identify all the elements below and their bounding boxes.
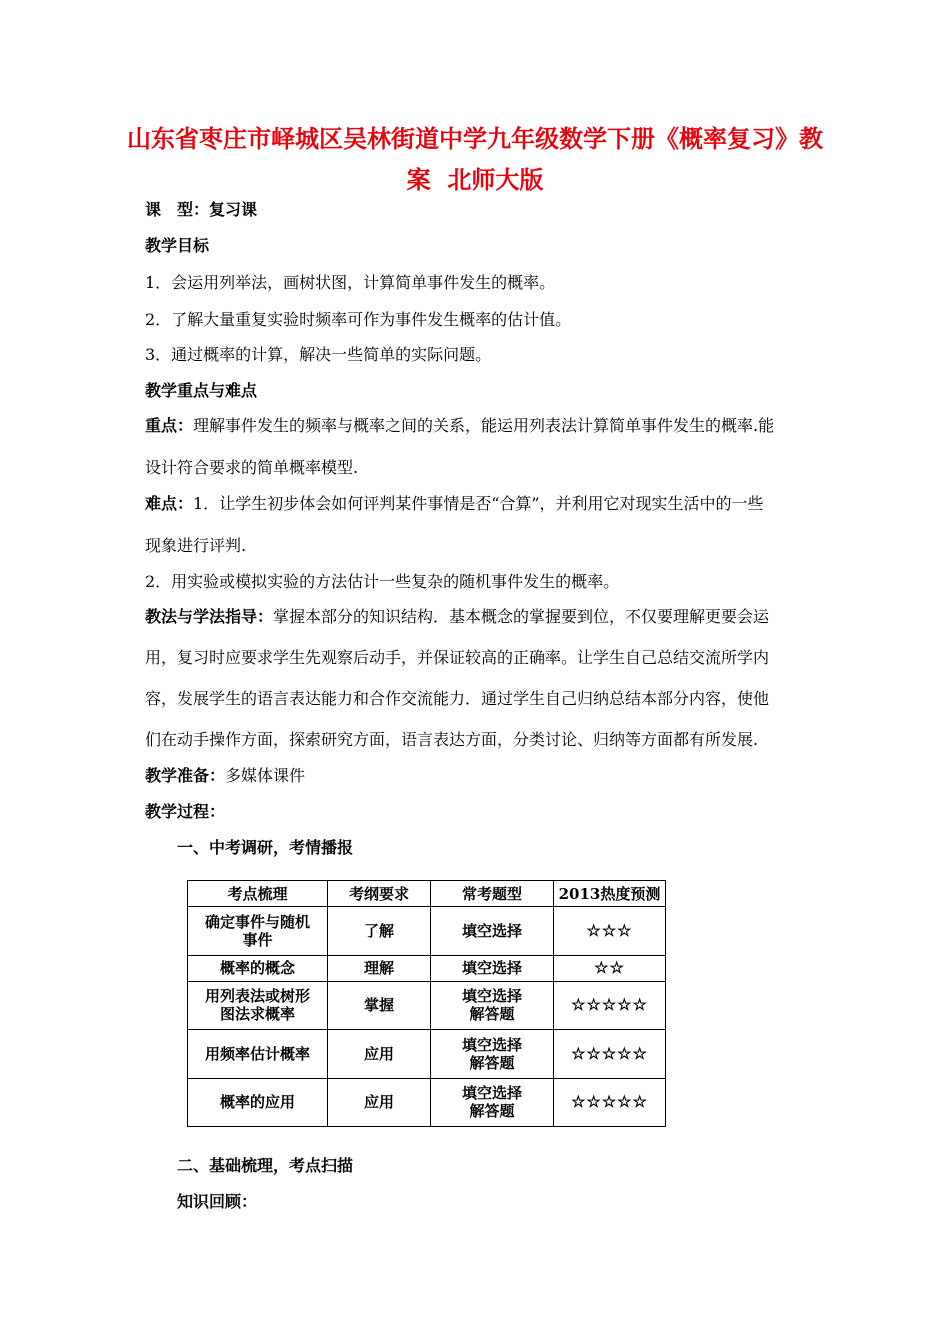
heat-stars-cell: ☆☆ xyxy=(554,955,666,981)
objective-item: 2．了解大量重复实验时频率可作为事件发生概率的估计值。 xyxy=(145,310,572,329)
question-type-cell: 填空选择 xyxy=(431,907,554,955)
course-type-value: 复习课 xyxy=(209,200,258,219)
course-type-label: 课 型： xyxy=(145,200,210,219)
method-paragraph xyxy=(145,607,769,627)
preparation-label: 教学准备： xyxy=(145,766,226,785)
difficulty-label: 难点： xyxy=(145,494,194,513)
difficulty-paragraph xyxy=(145,494,764,514)
requirement-cell: 了解 xyxy=(328,907,431,955)
course-type xyxy=(145,200,257,220)
topic-cell: 概率的应用 xyxy=(188,1078,328,1126)
heat-stars-cell: ☆☆☆☆☆ xyxy=(554,1030,666,1078)
topic-cell: 确定事件与随机 事件 xyxy=(188,907,328,955)
difficulty-item-2: 2．用实验或模拟实验的方法估计一些复杂的随机事件发生的概率。 xyxy=(145,572,620,591)
table-row xyxy=(188,981,666,1029)
requirement-cell: 应用 xyxy=(328,1030,431,1078)
title-line-1: 山东省枣庄市峄城区吴林街道中学九年级数学下册《概率复习》教 xyxy=(127,124,823,153)
focus-label: 重点： xyxy=(145,416,194,435)
table-header-cell: 2013热度预测 xyxy=(554,881,666,907)
knowledge-recall-heading: 知识回顾： xyxy=(177,1192,258,1211)
difficulty-text: 1．让学生初步体会如何评判某件事情是否“合算”，并利用它对现实生活中的一些 xyxy=(193,494,764,513)
requirement-cell: 掌握 xyxy=(328,981,431,1029)
process-heading: 教学过程： xyxy=(145,802,226,821)
table-row xyxy=(188,955,666,981)
table-row xyxy=(188,1030,666,1078)
method-text-cont: 用，复习时应要求学生先观察后动手，并保证较高的正确率。让学生自己总结交流所学内 xyxy=(145,648,770,667)
preparation xyxy=(145,766,305,786)
table-row xyxy=(188,907,666,955)
table-header-row xyxy=(188,881,666,907)
difficulty-text-cont: 现象进行评判. xyxy=(145,536,247,555)
requirement-cell: 理解 xyxy=(328,955,431,981)
objectives-heading: 教学目标 xyxy=(145,236,210,255)
question-type-cell: 填空选择 解答题 xyxy=(431,981,554,1029)
heat-stars-cell: ☆☆☆☆☆ xyxy=(554,1078,666,1126)
method-text-cont: 们在动手操作方面，探索研究方面，语言表达方面，分类讨论、归纳等方面都有所发展. xyxy=(145,730,759,749)
preparation-value: 多媒体课件 xyxy=(225,766,306,785)
heat-stars-cell: ☆☆☆ xyxy=(554,907,666,955)
question-type-cell: 填空选择 解答题 xyxy=(431,1030,554,1078)
table-row xyxy=(188,1078,666,1126)
objective-item: 1．会运用列举法，画树状图，计算简单事件发生的概率。 xyxy=(145,273,556,292)
focus-paragraph xyxy=(145,416,774,436)
title-line-2: 案 北师大版 xyxy=(406,165,544,194)
requirement-cell: 应用 xyxy=(328,1078,431,1126)
focus-text-cont: 设计符合要求的简单概率模型. xyxy=(145,458,359,477)
section-heading-1: 一、中考调研，考情播报 xyxy=(177,838,354,857)
question-type-cell: 填空选择 xyxy=(431,955,554,981)
focus-text: 理解事件发生的频率与概率之间的关系，能运用列表法计算简单事件发生的概率.能 xyxy=(193,416,775,435)
exam-points-table xyxy=(187,880,666,1127)
topic-cell: 用列表法或树形 图法求概率 xyxy=(188,981,328,1029)
question-type-cell: 填空选择 解答题 xyxy=(431,1078,554,1126)
objective-item: 3．通过概率的计算，解决一些简单的实际问题。 xyxy=(145,345,492,364)
topic-cell: 概率的概念 xyxy=(188,955,328,981)
table-header-cell: 考纲要求 xyxy=(328,881,431,907)
method-label: 教法与学法指导： xyxy=(145,607,274,626)
key-points-heading: 教学重点与难点 xyxy=(145,381,258,400)
topic-cell: 用频率估计概率 xyxy=(188,1030,328,1078)
table-header-cell: 常考题型 xyxy=(431,881,554,907)
section-heading-2: 二、基础梳理，考点扫描 xyxy=(177,1156,354,1175)
method-text: 掌握本部分的知识结构．基本概念的掌握要到位，不仅要理解更要会运 xyxy=(273,607,770,626)
table-header-cell: 考点梳理 xyxy=(188,881,328,907)
heat-stars-cell: ☆☆☆☆☆ xyxy=(554,981,666,1029)
document-title xyxy=(120,118,830,200)
method-text-cont: 容，发展学生的语言表达能力和合作交流能力．通过学生自己归纳总结本部分内容，使他 xyxy=(145,689,770,708)
